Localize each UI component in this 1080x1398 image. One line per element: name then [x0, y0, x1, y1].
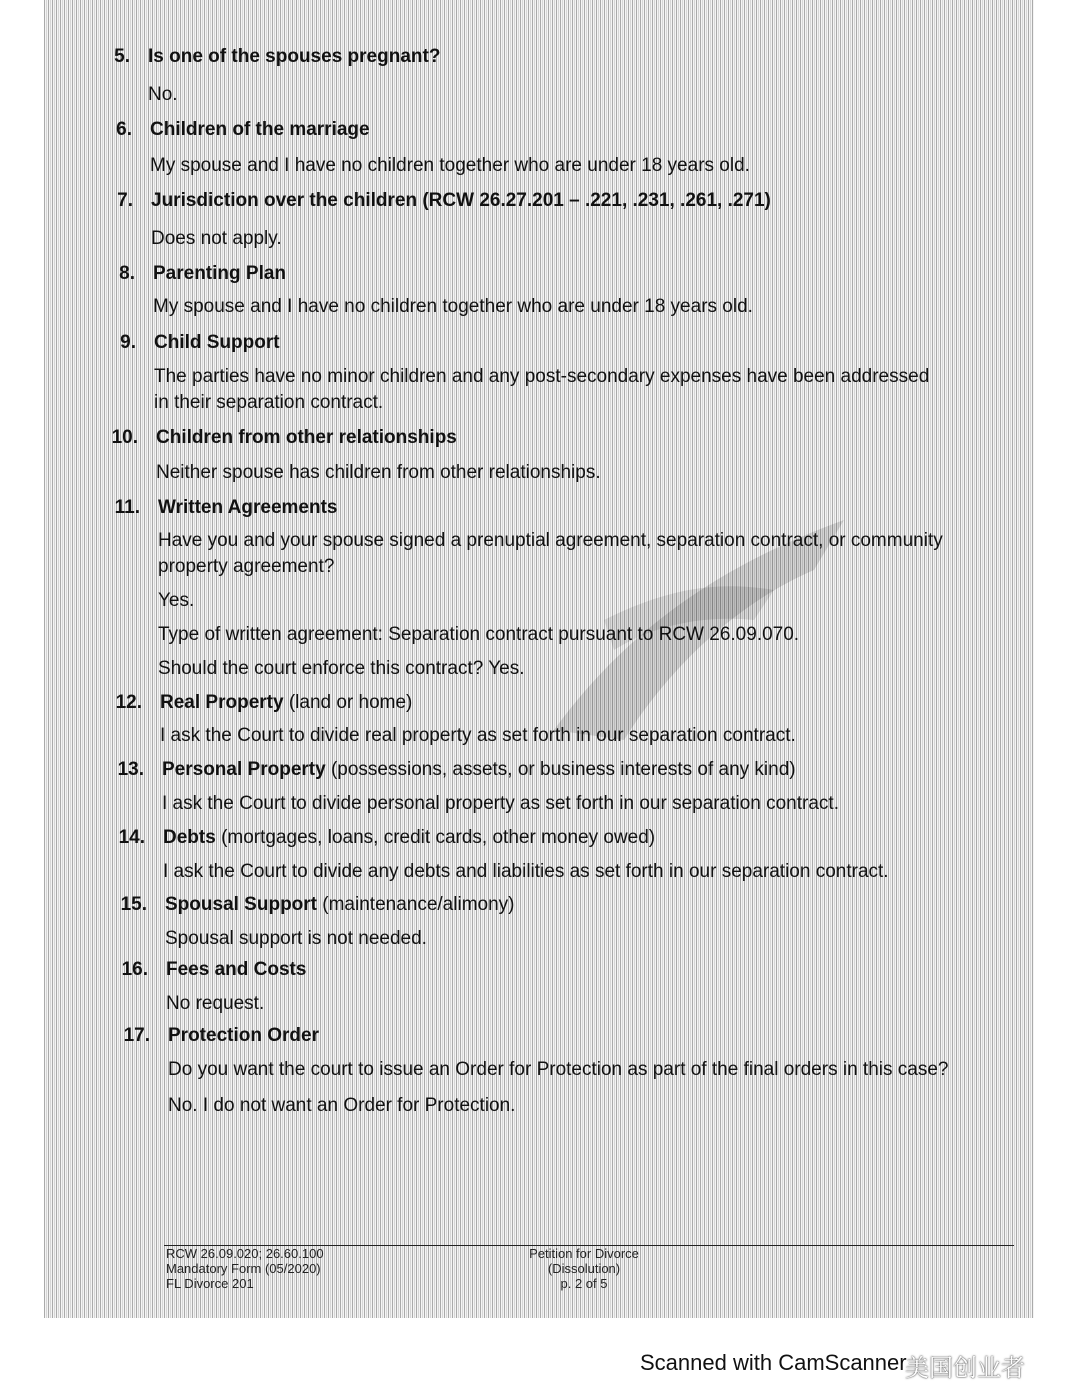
body-line: No.: [148, 84, 178, 105]
body-line: Have you and your spouse signed a prenuptial agreement, separation contract, or community property agreement?: [158, 530, 943, 577]
section-title: Children from other relationships: [156, 427, 457, 448]
footer-page-number: p. 2 of 5: [560, 1276, 608, 1291]
body-line: No. I do not want an Order for Protection.: [168, 1095, 516, 1116]
section-title: Jurisdiction over the children (RCW 26.27.201 – .221, .231, .261, .271): [151, 190, 771, 211]
body-line: Type of written agreement: Separation contract pursuant to RCW 26.09.070.: [158, 624, 800, 645]
section-title: Child Support: [154, 332, 280, 353]
section-title: Parenting Plan: [153, 263, 287, 284]
body-line: Should the court enforce this contract? Yes.: [158, 658, 525, 679]
body-line: I ask the Court to divide real property as set forth in our separation contract.: [160, 725, 796, 746]
section-number: 8.: [119, 263, 135, 284]
footer-line: Petition for Divorce: [529, 1246, 639, 1261]
camscanner-label: Scanned with CamScanner: [640, 1350, 907, 1375]
section-body: [163, 859, 953, 885]
section-number: 6.: [116, 119, 132, 140]
body-line: Yes.: [158, 590, 195, 611]
body-line: The parties have no minor children and any post-secondary expenses have been addressed in their separation contract.: [154, 366, 930, 413]
source-watermark: 美国创业者: [905, 1355, 1025, 1382]
section-title: Written Agreements: [158, 497, 338, 518]
body-line: My spouse and I have no children together who are under 18 years old.: [153, 296, 753, 317]
body-line: I ask the Court to divide personal property as set forth in our separation contract.: [162, 793, 839, 814]
section-title: Personal Property (possessions, assets, or business interests of any kind): [162, 759, 796, 780]
body-line: My spouse and I have no children together who are under 18 years old.: [150, 155, 750, 176]
footer-line: Mandatory Form (05/2020): [166, 1261, 321, 1276]
body-line: Spousal support is not needed.: [165, 928, 427, 949]
section-number: 13.: [117, 759, 144, 780]
section-body: [148, 82, 938, 108]
section-number: 15.: [120, 894, 147, 915]
section-body: [168, 1059, 958, 1117]
section-title: Protection Order: [168, 1025, 319, 1046]
footer-form-info: [166, 1246, 324, 1291]
section-body: [166, 991, 956, 1017]
section-body: [153, 294, 943, 320]
body-line: Do you want the court to issue an Order for Protection as part of the final orders in this case?: [168, 1059, 949, 1080]
section-title: Real Property (land or home): [160, 692, 413, 713]
section-body: [160, 723, 950, 749]
section-number: 14.: [118, 827, 145, 848]
scanned-page: [44, 0, 1034, 1318]
body-line: Neither spouse has children from other relationships.: [156, 462, 601, 483]
footer-document-title: [499, 1246, 669, 1291]
body-line: Does not apply.: [151, 228, 282, 249]
section-body: [151, 226, 941, 252]
section-number: 7.: [117, 190, 133, 211]
section-body: [165, 926, 955, 952]
section-body: [162, 791, 952, 817]
section-title: Children of the marriage: [150, 119, 370, 140]
section-number: 5.: [114, 46, 130, 67]
section-body: [158, 528, 948, 682]
section-body: [154, 364, 944, 416]
section-number: 17.: [123, 1025, 150, 1046]
section-number: 9.: [120, 332, 136, 353]
section-body: [150, 153, 940, 179]
section-number: 16.: [121, 959, 148, 980]
section-number: 11.: [114, 497, 140, 518]
section-title: Is one of the spouses pregnant?: [148, 46, 441, 67]
section-number: 10.: [111, 427, 138, 448]
section-title: Debts (mortgages, loans, credit cards, other money owed): [163, 827, 656, 848]
footer-line: (Dissolution): [547, 1261, 621, 1276]
body-line: No request.: [166, 993, 265, 1014]
footer-line: RCW 26.09.020; 26.60.100: [166, 1246, 324, 1261]
body-line: I ask the Court to divide any debts and liabilities as set forth in our separation contract.: [163, 861, 889, 882]
section-number: 12.: [115, 692, 142, 713]
footer-line: FL Divorce 201: [166, 1276, 254, 1291]
section-body: [156, 460, 946, 486]
section-title: Spousal Support (maintenance/alimony): [165, 894, 515, 915]
section-title: Fees and Costs: [166, 959, 307, 980]
